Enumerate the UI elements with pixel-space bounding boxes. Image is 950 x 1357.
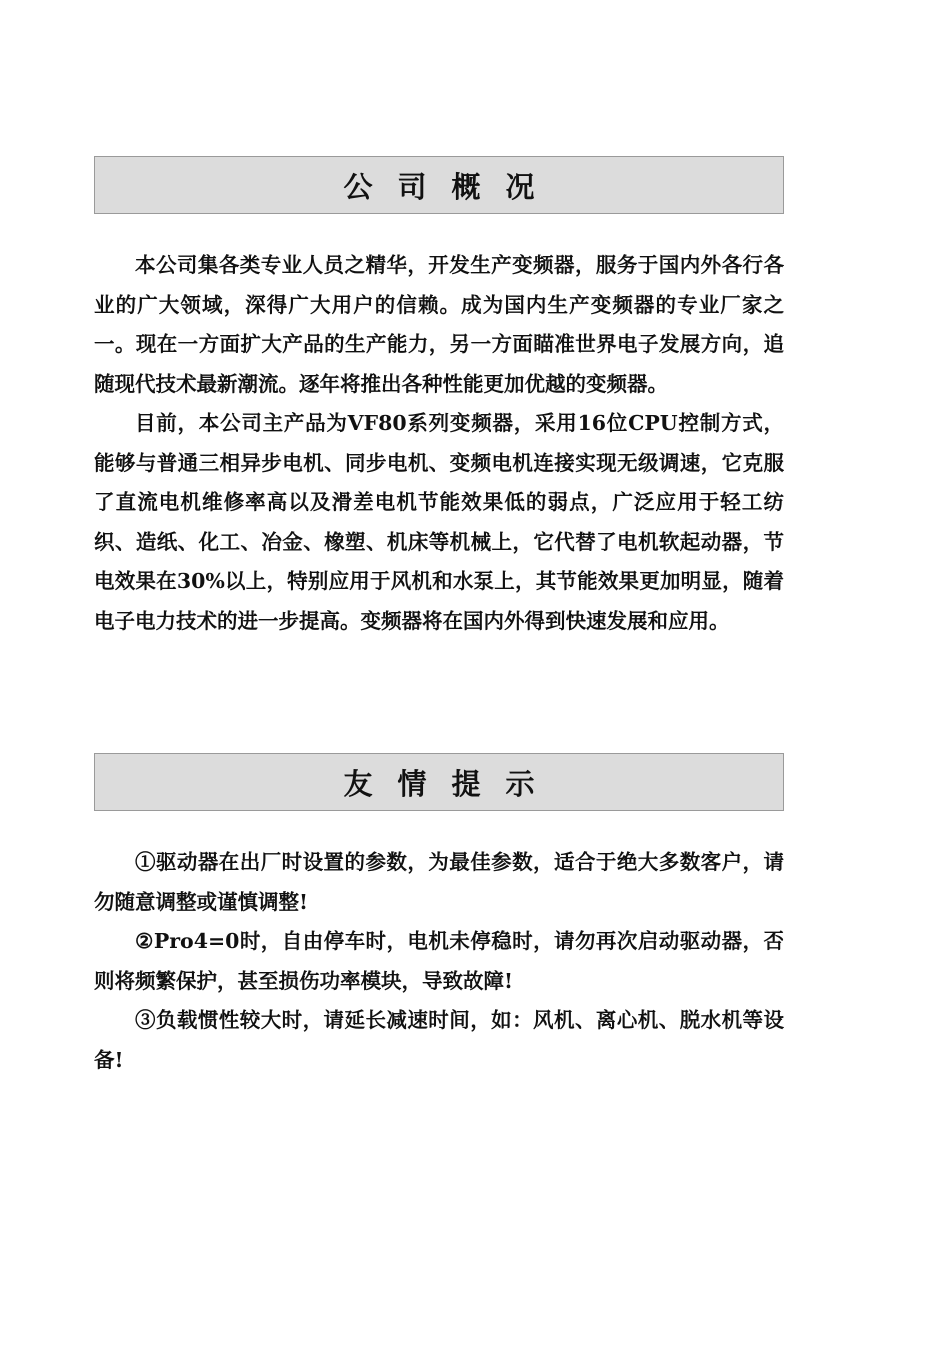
- friendly-tips-header: [94, 753, 784, 811]
- company-overview-paragraph-2: 目前，本公司主产品为VF80系列变频器，采用16位CPU控制方式，能够与普通三相异步电机、同步电机、变频电机连接实现无级调速，它克服了直流电机维修率高以及滑差电机节能效果低的弱点，广泛应用于轻工纺织、造纸、化工、冶金、橡塑、机床等机械上，它代替了电机软起动器，节电效果在30%以上，特别应用于风机和水泵上，其节能效果更加明显，随着电子电力技术的进一步提高。变频器将在国内外得到快速发展和应用。: [94, 411, 784, 633]
- company-overview-body: [94, 246, 784, 641]
- friendly-tips-body: [94, 843, 784, 1080]
- friendly-tips-title: 友情提示: [343, 766, 560, 801]
- company-overview-title: 公司概况: [343, 169, 560, 204]
- friendly-tip-3: ③负载惯性较大时，请延长减速时间，如：风机、离心机、脱水机等设备!: [94, 1008, 784, 1072]
- friendly-tip-1: ①驱动器在出厂时设置的参数，为最佳参数，适合于绝大多数客户，请勿随意调整或谨慎调整!: [94, 850, 784, 914]
- company-overview-header: [94, 156, 784, 214]
- friendly-tip-2: ②Pro4=0时，自由停车时，电机未停稳时，请勿再次启动驱动器，否则将频繁保护，甚至损伤功率模块，导致故障!: [94, 929, 784, 993]
- company-overview-paragraph-1: 本公司集各类专业人员之精华，开发生产变频器，服务于国内外各行各业的广大领域，深得广大用户的信赖。成为国内生产变频器的专业厂家之一。现在一方面扩大产品的生产能力，另一方面瞄准世界电子发展方向，追随现代技术最新潮流。逐年将推出各种性能更加优越的变频器。: [94, 253, 784, 396]
